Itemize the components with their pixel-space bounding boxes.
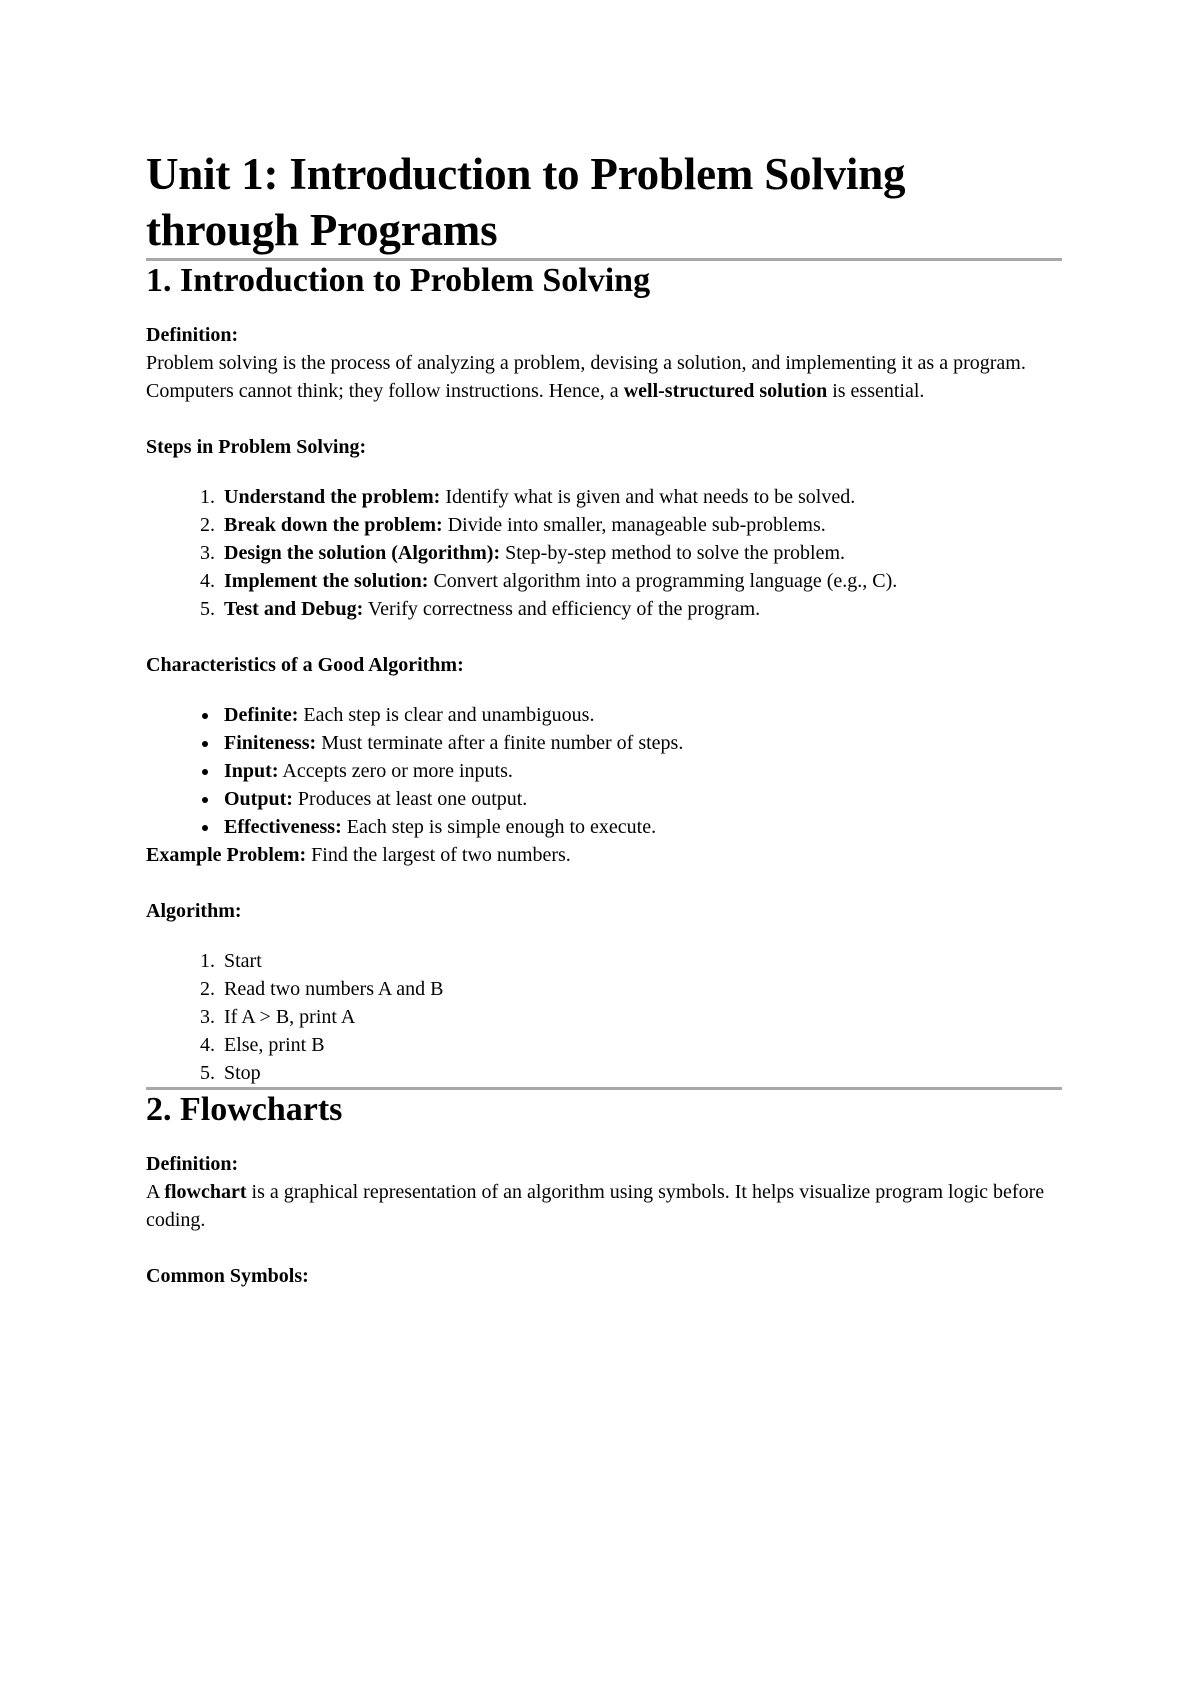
list-item-text: Accepts zero or more inputs. <box>278 760 513 782</box>
list-item-text: Divide into smaller, manageable sub-problems. <box>442 514 826 536</box>
list-item-text: Convert algorithm into a programming language (e.g., C). <box>428 570 898 592</box>
example-problem <box>146 841 1062 869</box>
list-item-term: Output: <box>224 788 293 810</box>
section-2-definition-text <box>146 1178 1062 1234</box>
characteristics-list <box>146 701 1062 841</box>
section-2-definition-label: Definition: <box>146 1153 239 1175</box>
list-item <box>220 483 1062 511</box>
list-item <box>220 757 1062 785</box>
list-item-text: Verify correctness and efficiency of the program. <box>363 598 761 620</box>
list-item <box>220 813 1062 841</box>
list-item-text: Each step is simple enough to execute. <box>341 816 657 838</box>
section-1-definition-text <box>146 349 1062 405</box>
definition-text-part: A <box>146 1181 165 1203</box>
list-item <box>220 511 1062 539</box>
list-item-text: Identify what is given and what needs to be solved. <box>440 486 856 508</box>
list-item-term: Implement the solution: <box>224 570 429 592</box>
definition-text-part: is a graphical representation of an algorithm using symbols. It helps visualize program logic before coding. <box>146 1181 1045 1231</box>
steps-list <box>146 483 1062 623</box>
list-item: 4. Else, print B <box>220 1031 1062 1059</box>
title-line-1: Unit 1: Introduction to Problem Solving <box>146 149 906 199</box>
list-item <box>220 595 1062 623</box>
list-item-text: Produces at least one output. <box>292 788 528 810</box>
document-title <box>146 146 1062 258</box>
steps-label: Steps in Problem Solving: <box>146 436 367 458</box>
list-item <box>220 567 1062 595</box>
example-label: Example Problem: <box>146 844 307 866</box>
list-item-text: Step-by-step method to solve the problem. <box>500 542 846 564</box>
list-item: 3. If A > B, print A <box>220 1003 1062 1031</box>
list-item-term: Input: <box>224 760 279 782</box>
list-item-term: Design the solution (Algorithm): <box>224 542 501 564</box>
list-item-text: Must terminate after a finite number of steps. <box>316 732 684 754</box>
section-2-heading: 2. Flowcharts <box>146 1091 343 1128</box>
list-item-term: Finiteness: <box>224 732 317 754</box>
list-item <box>220 539 1062 567</box>
example-text: Find the largest of two numbers. <box>306 844 571 866</box>
list-item <box>220 785 1062 813</box>
definition-text-part: is essential. <box>827 380 925 402</box>
definition-text-part: Problem solving is the process of analyzing a problem, devising a solution, and implementing it as a program. Computers cannot think; they follow instructions. Hence, a <box>146 352 1026 402</box>
list-item <box>220 729 1062 757</box>
definition-bold-term: flowchart <box>164 1181 247 1203</box>
common-symbols-label: Common Symbols: <box>146 1265 309 1287</box>
list-item: 1. Start <box>220 947 1062 975</box>
title-line-2: through Programs <box>146 205 498 255</box>
list-item <box>220 701 1062 729</box>
definition-bold-term: well-structured solution <box>623 380 828 402</box>
list-item-text: Each step is clear and unambiguous. <box>298 704 595 726</box>
list-item-term: Test and Debug: <box>224 598 364 620</box>
section-1-heading: 1. Introduction to Problem Solving <box>146 262 651 299</box>
list-item: 2. Read two numbers A and B <box>220 975 1062 1003</box>
characteristics-label: Characteristics of a Good Algorithm: <box>146 654 464 676</box>
section-1-definition-label: Definition: <box>146 324 239 346</box>
algorithm-label: Algorithm: <box>146 900 242 922</box>
list-item-term: Definite: <box>224 704 299 726</box>
list-item: 5. Stop <box>220 1059 1062 1087</box>
algorithm-list <box>146 947 1062 1087</box>
list-item-term: Effectiveness: <box>224 816 342 838</box>
list-item-term: Understand the problem: <box>224 486 441 508</box>
list-item-term: Break down the problem: <box>224 514 443 536</box>
